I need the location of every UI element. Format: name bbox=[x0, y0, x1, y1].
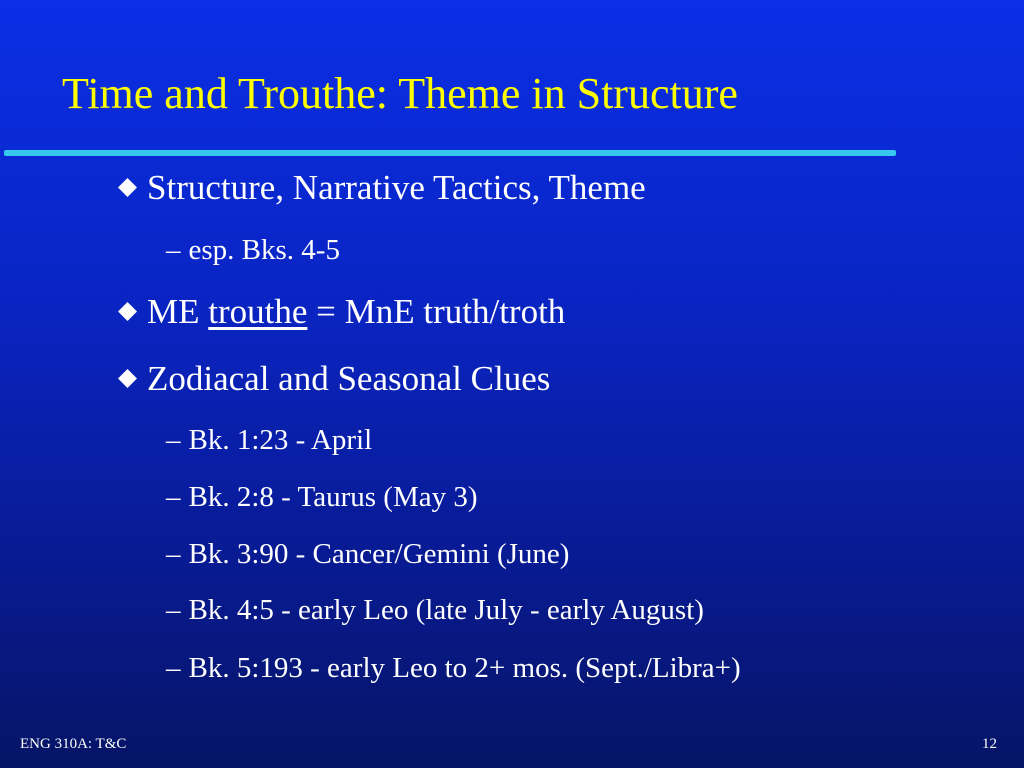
title-divider bbox=[4, 150, 896, 156]
diamond-icon bbox=[118, 178, 137, 197]
dash-marker: – bbox=[166, 481, 181, 513]
sub-bullet-text: esp. Bks. 4-5 bbox=[188, 234, 340, 266]
bullet-item bbox=[118, 359, 550, 399]
slide-title: Time and Trouthe: Theme in Structure bbox=[62, 69, 738, 118]
sub-bullet-item bbox=[166, 651, 741, 685]
bullet-underlined-term: trouthe bbox=[208, 292, 308, 331]
bullet-item bbox=[118, 168, 646, 208]
diamond-icon bbox=[118, 302, 137, 321]
dash-marker: – bbox=[166, 234, 181, 266]
dash-marker: – bbox=[166, 652, 181, 684]
page-number: 12 bbox=[982, 736, 997, 752]
dash-marker: – bbox=[166, 594, 181, 626]
sub-bullet-text: Bk. 4:5 - early Leo (late July - early August) bbox=[188, 594, 704, 626]
sub-bullet-item bbox=[166, 233, 340, 267]
footer-course-label: ENG 310A: T&C bbox=[20, 736, 127, 752]
bullet-text-after: = MnE truth/troth bbox=[307, 292, 566, 331]
bullet-text: Structure, Narrative Tactics, Theme bbox=[147, 168, 646, 207]
diamond-icon bbox=[118, 369, 137, 388]
sub-bullet-item bbox=[166, 423, 372, 457]
sub-bullet-text: Bk. 5:193 - early Leo to 2+ mos. (Sept./Libra+) bbox=[188, 652, 741, 684]
dash-marker: – bbox=[166, 424, 181, 456]
sub-bullet-item bbox=[166, 480, 478, 514]
bullet-text-before: ME bbox=[147, 292, 209, 331]
sub-bullet-item bbox=[166, 537, 569, 571]
bullet-text: Zodiacal and Seasonal Clues bbox=[147, 359, 551, 398]
dash-marker: – bbox=[166, 538, 181, 570]
bullet-item bbox=[118, 292, 565, 332]
sub-bullet-text: Bk. 2:8 - Taurus (May 3) bbox=[188, 481, 478, 513]
sub-bullet-text: Bk. 3:90 - Cancer/Gemini (June) bbox=[188, 538, 570, 570]
sub-bullet-text: Bk. 1:23 - April bbox=[188, 424, 373, 456]
sub-bullet-item bbox=[166, 593, 704, 627]
